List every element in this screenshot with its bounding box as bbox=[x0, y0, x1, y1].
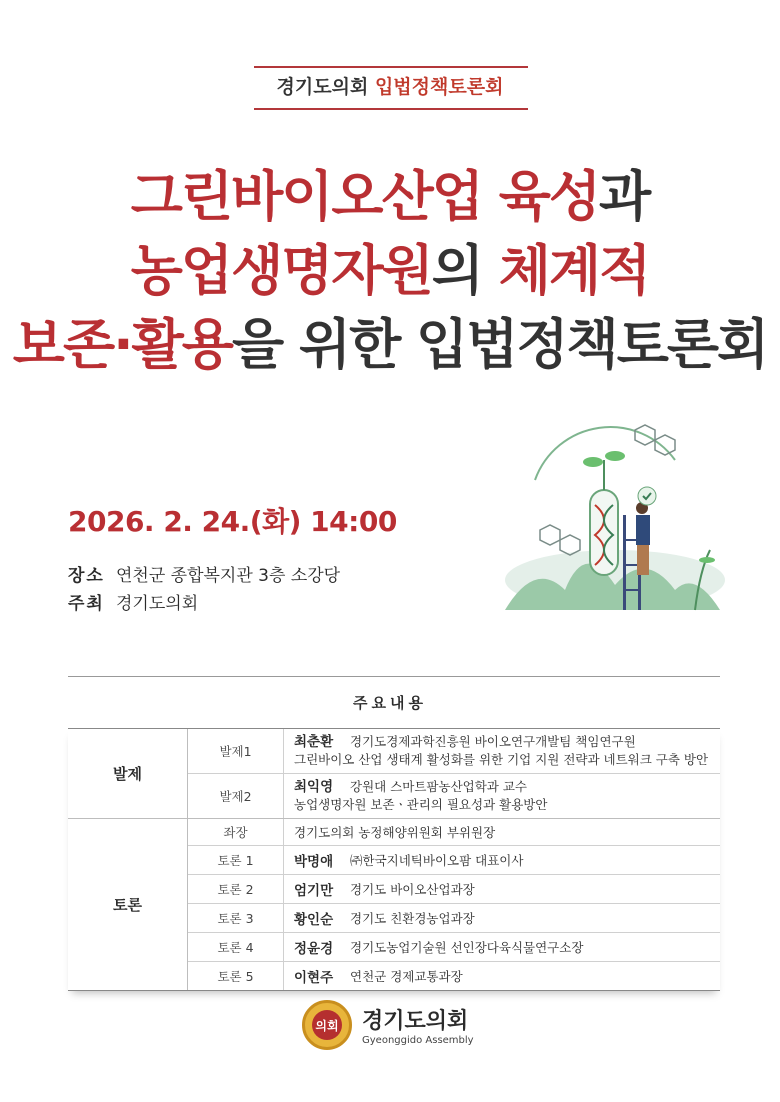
divider bbox=[254, 66, 528, 68]
speaker-name: 최익영 bbox=[294, 779, 334, 795]
seal-text: 의회 bbox=[312, 1010, 342, 1040]
table-row bbox=[188, 774, 720, 818]
row-label: 발제2 bbox=[188, 774, 284, 818]
logo-name-en: Gyeonggido Assembly bbox=[362, 1035, 474, 1046]
table-row bbox=[188, 846, 720, 875]
table-row bbox=[188, 819, 720, 846]
table-row bbox=[188, 904, 720, 933]
title-part: 농업생명자원 bbox=[130, 239, 432, 302]
speaker-title: 경기도 바이오산업과장 bbox=[350, 882, 475, 897]
table-heading: 주요내용 bbox=[353, 694, 427, 712]
speaker-title: 경기도의회 농정해양위원회 부위원장 bbox=[294, 825, 496, 840]
speaker-name: 최춘환 bbox=[294, 734, 334, 750]
title-part: 의 bbox=[431, 239, 499, 302]
title-part: 과 bbox=[599, 165, 650, 228]
page-title bbox=[0, 160, 780, 382]
group-label: 발제 bbox=[68, 729, 188, 818]
speaker-title: ㈜한국지네틱바이오팜 대표이사 bbox=[350, 853, 524, 868]
divider bbox=[68, 676, 720, 677]
venue-value: 연천군 종합복지관 3층 소강당 bbox=[116, 566, 341, 586]
speaker-name: 정윤경 bbox=[294, 941, 334, 957]
org-name: 경기도의회 bbox=[276, 76, 369, 98]
table-row bbox=[188, 962, 720, 990]
talk-topic: 그린바이오 산업 생태계 활성화를 위한 기업 지원 전략과 네트워크 구축 방안 bbox=[294, 752, 709, 767]
title-part: 체계적 bbox=[498, 239, 650, 302]
host-key: 주최 bbox=[68, 594, 105, 614]
row-label: 토론 3 bbox=[188, 904, 284, 932]
talk-topic: 농업생명자원 보존ㆍ관리의 필요성과 활용방안 bbox=[294, 797, 548, 812]
host-value: 경기도의회 bbox=[116, 594, 199, 614]
event-date: 2026. 2. 24.(화) 14:00 bbox=[68, 505, 397, 538]
assembly-logo bbox=[302, 1000, 474, 1050]
title-part: 보존·활용 bbox=[12, 313, 232, 376]
venue-key: 장소 bbox=[68, 566, 105, 586]
table-row bbox=[188, 933, 720, 962]
logo-name-ko: 경기도의회 bbox=[362, 1009, 469, 1034]
title-part: 그린바이오산업 육성 bbox=[130, 165, 600, 228]
title-part: 을 위한 입법정책토론회 bbox=[231, 313, 768, 376]
speaker-title: 연천군 경제교통과장 bbox=[350, 969, 463, 984]
speaker-name: 박명애 bbox=[294, 854, 334, 870]
row-label: 좌장 bbox=[188, 819, 284, 845]
speaker-name: 이현주 bbox=[294, 970, 334, 986]
group-presentation bbox=[68, 729, 720, 819]
row-label: 토론 5 bbox=[188, 962, 284, 990]
bio-illustration bbox=[495, 420, 725, 620]
assembly-seal-icon bbox=[302, 1000, 352, 1050]
group-label: 토론 bbox=[68, 819, 188, 990]
speaker-name: 엄기만 bbox=[294, 883, 334, 899]
speaker-title: 강원대 스마트팜농산업학과 교수 bbox=[350, 779, 527, 794]
row-label: 토론 4 bbox=[188, 933, 284, 961]
divider bbox=[254, 108, 528, 110]
speaker-title: 경기도농업기술원 선인장다육식물연구소장 bbox=[350, 940, 584, 955]
table-row bbox=[188, 875, 720, 904]
event-info bbox=[68, 562, 340, 618]
row-label: 발제1 bbox=[188, 729, 284, 773]
group-discussion bbox=[68, 819, 720, 990]
speaker-title: 경기도경제과학진흥원 바이오연구개발팀 책임연구원 bbox=[350, 734, 636, 749]
speaker-title: 경기도 친환경농업과장 bbox=[350, 911, 475, 926]
event-label bbox=[0, 72, 780, 107]
event-type: 입법정책토론회 bbox=[374, 76, 504, 98]
speaker-name: 황인순 bbox=[294, 912, 334, 928]
row-label: 토론 2 bbox=[188, 875, 284, 903]
table-row bbox=[188, 729, 720, 774]
row-label: 토론 1 bbox=[188, 846, 284, 874]
program-table bbox=[68, 728, 720, 991]
